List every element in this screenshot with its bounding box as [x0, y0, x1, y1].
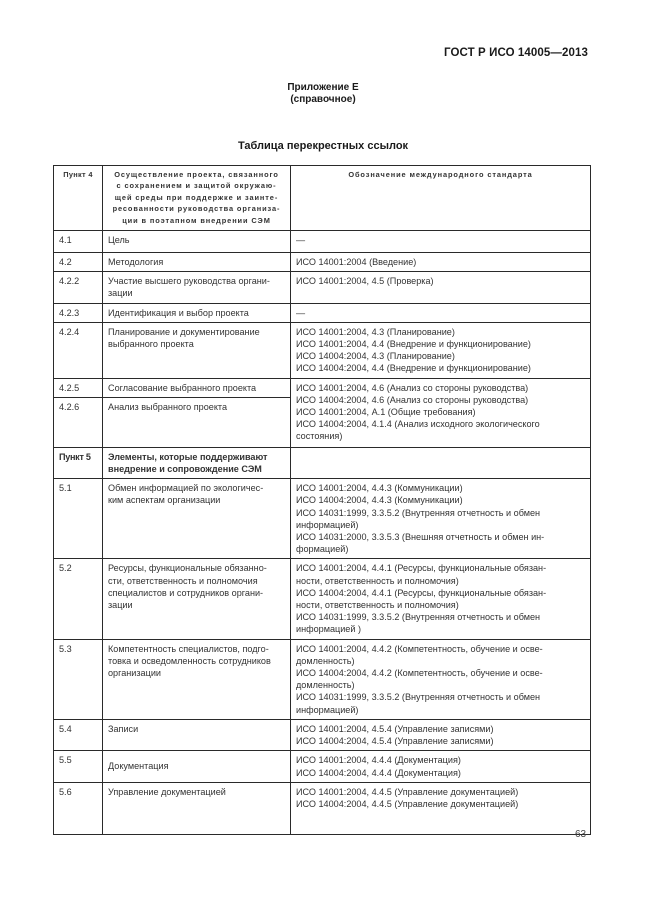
clause-number: 4.2.5 — [54, 378, 103, 397]
standard-refs: ИСО 14001:2004, 4.4.5 (Управление документацией) ИСО 14004:2004, 4.4.5 (Управление документацией) — [291, 782, 591, 834]
table-title: Таблица перекрестных ссылок — [237, 140, 409, 152]
header-description: Осуществление проекта, связанного с сохранением и защитой окружаю- щей среды при поддержке и заинте- ресованности руководства организа- ции в поэтапном внедрении СЭМ — [103, 166, 291, 231]
standard-refs: — — [291, 303, 591, 322]
table-row — [54, 378, 591, 397]
table-row — [54, 719, 591, 750]
standard-refs — [291, 447, 591, 478]
standard-refs: — — [291, 231, 591, 253]
standard-refs: ИСО 14001:2004, 4.4.4 (Документация) ИСО 14004:2004, 4.4.4 (Документация) — [291, 751, 591, 782]
clause-number: 4.2.4 — [54, 322, 103, 378]
table-header-row — [54, 166, 591, 231]
table-row — [54, 253, 591, 272]
clause-number: 5.1 — [54, 479, 103, 559]
standard-refs: ИСО 14001:2004, 4.4.2 (Компетентность, обучение и осве- домленность) ИСО 14004:2004, 4.4.2 (Компетентность, обучение и осве- домленность) ИСО 14031:1999, 3.3.5.2 (Внутренняя отчетность и обмен информацией) — [291, 639, 591, 719]
standard-refs: ИСО 14001:2004, 4.4.3 (Коммуникации) ИСО 14004:2004, 4.4.3 (Коммуникации) ИСО 14031:1999, 3.3.5.2 (Внутренняя отчетность и обмен информацией) ИСО 14031:2000, 3.3.5.3 (Внешняя отчетность и обмен ин- формацией) — [291, 479, 591, 559]
clause-number: 5.4 — [54, 719, 103, 750]
clause-title: Согласование выбранного проекта — [103, 378, 291, 397]
standard-refs: ИСО 14001:2004, 4.5 (Проверка) — [291, 272, 591, 303]
clause-number: 5.3 — [54, 639, 103, 719]
clause-title: Анализ выбранного проекта — [103, 397, 291, 447]
table-row — [54, 479, 591, 559]
clause-title: Ресурсы, функциональные обязанно- сти, ответственность и полномочия специалистов и сотрудников органи- зации — [103, 559, 291, 639]
appendix-heading — [0, 82, 646, 106]
table-row — [54, 639, 591, 719]
clause-title: Цель — [103, 231, 291, 253]
clause-number: 4.1 — [54, 231, 103, 253]
table-row — [54, 322, 591, 378]
clause-number: 4.2.6 — [54, 397, 103, 447]
table-row — [54, 751, 591, 782]
clause-number: 5.2 — [54, 559, 103, 639]
table-row — [54, 231, 591, 253]
appendix-title: Приложение Е — [287, 82, 359, 93]
clause-number: 5.5 — [54, 751, 103, 782]
clause-number: 4.2.2 — [54, 272, 103, 303]
cross-reference-table — [53, 165, 591, 835]
clause-number: 4.2.3 — [54, 303, 103, 322]
section-row — [54, 447, 591, 478]
clause-title: Записи — [103, 719, 291, 750]
table-row — [54, 272, 591, 303]
clause-number: 5.6 — [54, 782, 103, 834]
clause-title: Управление документацией — [103, 782, 291, 834]
standard-refs: ИСО 14001:2004, 4.4.1 (Ресурсы, функциональные обязан- ности, ответственность и полномочия) ИСО 14004:2004, 4.4.1 (Ресурсы, функциональные обязан- ности, ответственность и полномочия) ИСО 14031:1999, 3.3.5.2 (Внутренняя отчетность и обмен информацией ) — [291, 559, 591, 639]
clause-title: Компетентность специалистов, подго- товка и осведомленность сотрудников организации — [103, 639, 291, 719]
page-number: 63 — [575, 829, 587, 840]
section-title: Элементы, которые поддерживают внедрение и сопровождение СЭМ — [103, 447, 291, 478]
clause-title: Документация — [103, 751, 291, 782]
standard-refs: ИСО 14001:2004, 4.3 (Планирование) ИСО 14001:2004, 4.4 (Внедрение и функционирование) ИСО 14004:2004, 4.3 (Планирование) ИСО 14004:2004, 4.4 (Внедрение и функционирование) — [291, 322, 591, 378]
appendix-type: (справочное) — [290, 94, 356, 105]
clause-number: 4.2 — [54, 253, 103, 272]
clause-title: Участие высшего руководства органи- зации — [103, 272, 291, 303]
standard-refs: ИСО 14001:2004, 4.5.4 (Управление записями) ИСО 14004:2004, 4.5.4 (Управление записями) — [291, 719, 591, 750]
clause-title: Планирование и документирование выбранного проекта — [103, 322, 291, 378]
clause-title: Идентификация и выбор проекта — [103, 303, 291, 322]
table-row — [54, 303, 591, 322]
standard-refs: ИСО 14001:2004, 4.6 (Анализ со стороны руководства) ИСО 14004:2004, 4.6 (Анализ со стороны руководства) ИСО 14001:2004, А.1 (Общие требования) ИСО 14004:2004, 4.1.4 (Анализ исходного экологического состояния) — [291, 378, 591, 447]
document-code: ГОСТ Р ИСО 14005—2013 — [443, 47, 588, 59]
header-clause: Пункт 4 — [54, 166, 103, 231]
clause-title: Обмен информацией по экологичес- ким аспектам организации — [103, 479, 291, 559]
clause-title: Методология — [103, 253, 291, 272]
section-number: Пункт 5 — [54, 447, 103, 478]
standard-refs: ИСО 14001:2004 (Введение) — [291, 253, 591, 272]
header-standard: Обозначение международного стандарта — [291, 166, 591, 231]
table-row — [54, 782, 591, 834]
table-row — [54, 559, 591, 639]
